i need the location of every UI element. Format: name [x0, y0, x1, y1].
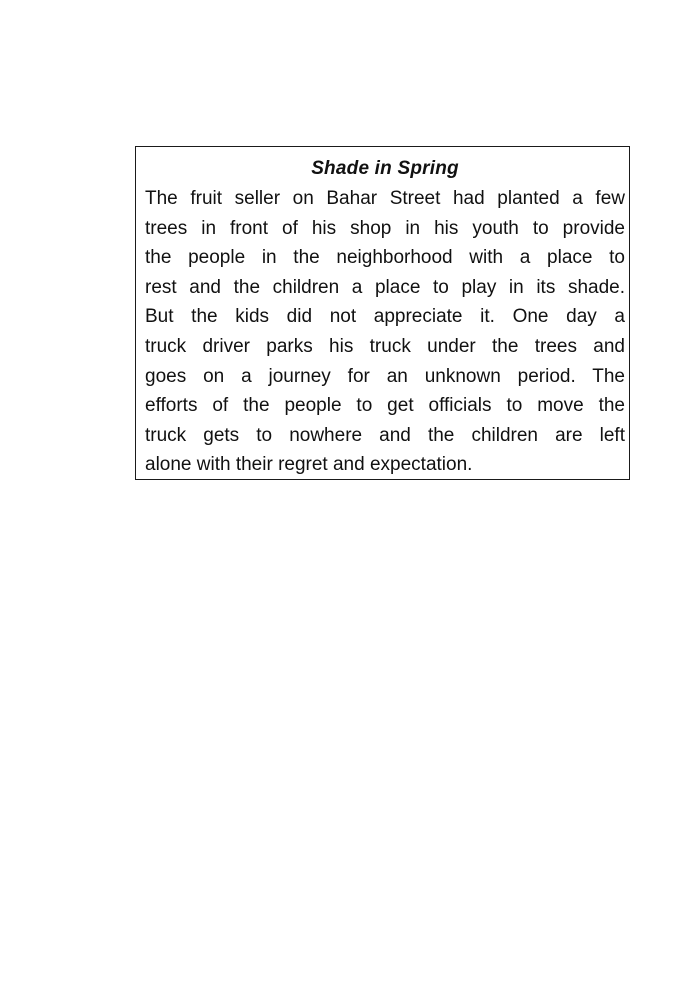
summary-line: trees in front of his shop in his youth to provide [145, 217, 625, 239]
summary-line: But the kids did not appreciate it. One day a [145, 306, 625, 328]
summary-line: truck driver parks his truck under the trees and [145, 335, 625, 357]
summary-line: The fruit seller on Bahar Street had planted a few [145, 188, 625, 209]
story-summary-box [135, 146, 630, 480]
story-summary-text [145, 184, 625, 480]
summary-line: efforts of the people to get officials to move the [145, 395, 625, 417]
summary-line: the people in the neighborhood with a place to [145, 247, 625, 269]
summary-line: truck gets to nowhere and the children are left [145, 424, 625, 446]
summary-line: rest and the children a place to play in its shade. [145, 276, 625, 298]
story-title: Shade in Spring [311, 158, 459, 179]
summary-line: alone with their regret and expectation. [145, 454, 473, 476]
summary-line: goes on a journey for an unknown period. The [145, 365, 625, 387]
